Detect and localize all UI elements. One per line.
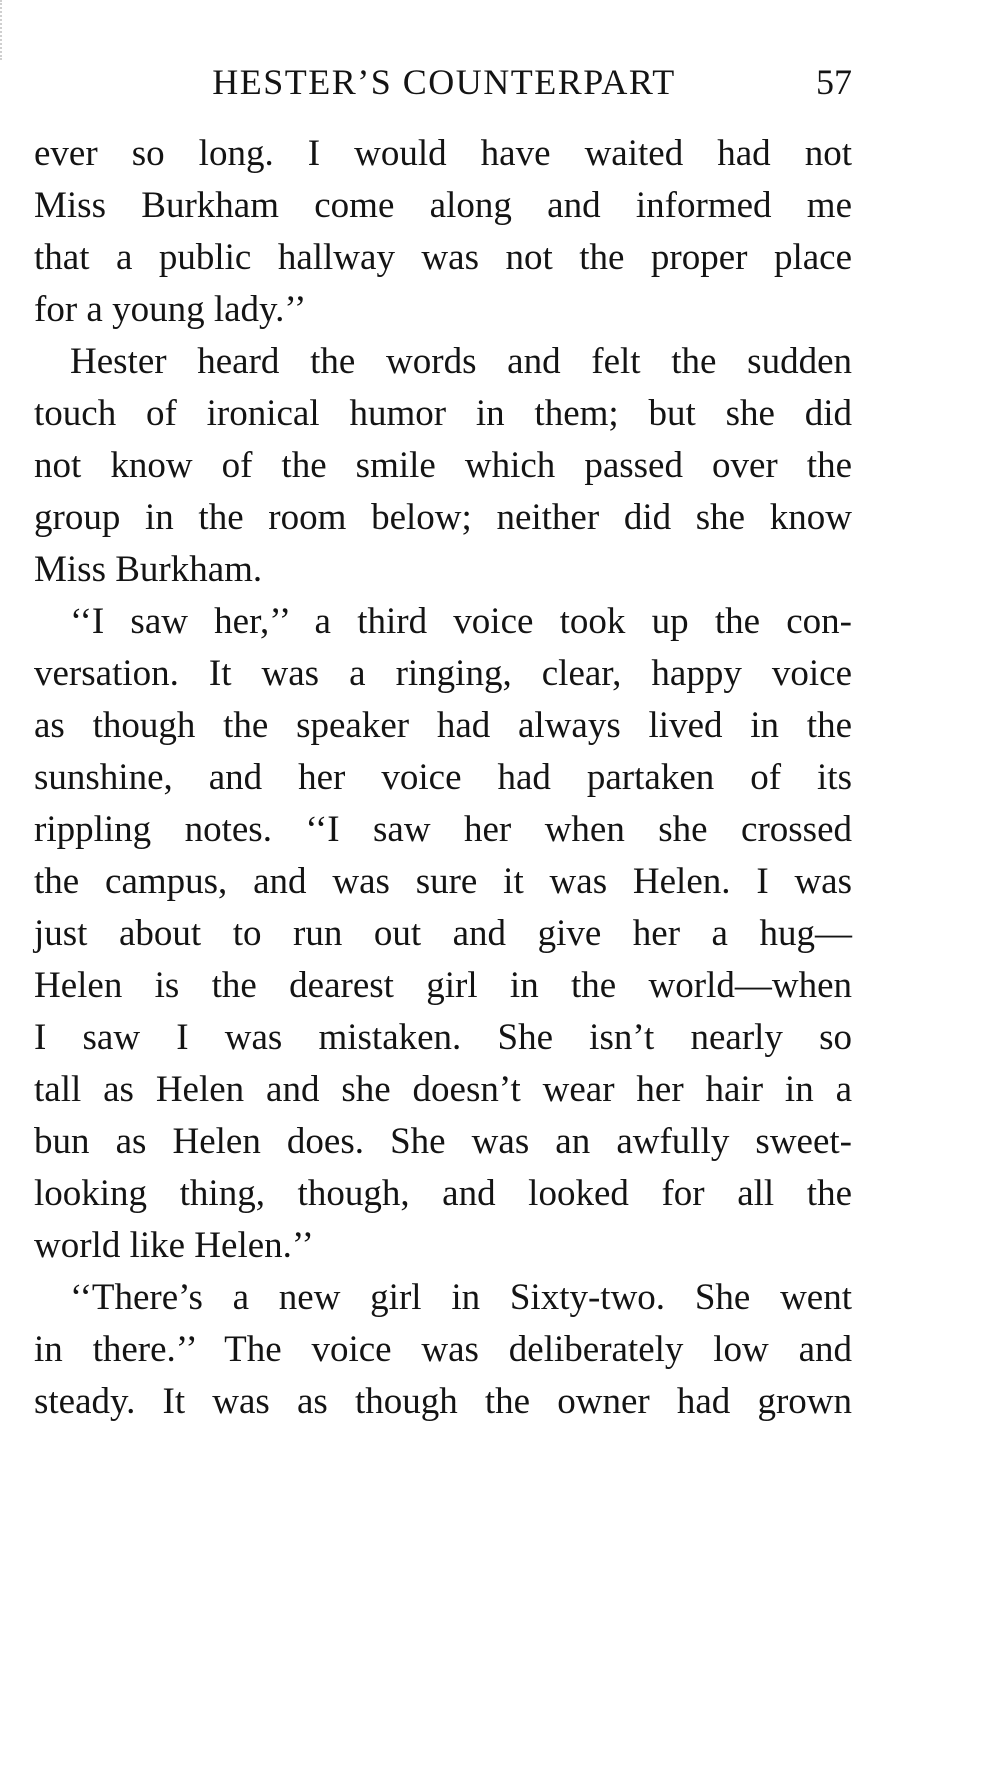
text-line: ‘‘I saw her,’’ a third voice took up the con- bbox=[70, 601, 852, 642]
paragraph bbox=[34, 1272, 852, 1428]
text-line: I saw I was mistaken. She isn’t nearly so bbox=[34, 1017, 852, 1058]
running-title: HESTER’S COUNTERPART bbox=[212, 62, 676, 102]
text-line: tall as Helen and she doesn’t wear her hair in a bbox=[34, 1069, 852, 1110]
page-number: 57 bbox=[816, 62, 852, 102]
text-line: Miss Burkham come along and informed me bbox=[34, 185, 852, 226]
text-line: the campus, and was sure it was Helen. I was bbox=[34, 861, 852, 902]
text-line: versation. It was a ringing, clear, happy voice bbox=[34, 653, 852, 694]
text-line: as though the speaker had always lived in the bbox=[34, 705, 852, 746]
paragraph bbox=[34, 336, 852, 596]
paragraph bbox=[34, 128, 852, 336]
text-line: touch of ironical humor in them; but she did bbox=[34, 393, 852, 434]
text-line: Hester heard the words and felt the sudden bbox=[70, 341, 852, 382]
page-edge-mark bbox=[0, 0, 8, 60]
text-line: world like Helen.’’ bbox=[34, 1225, 314, 1266]
text-line: bun as Helen does. She was an awfully sweet- bbox=[34, 1121, 852, 1162]
text-line: ever so long. I would have waited had not bbox=[34, 133, 852, 174]
page-header bbox=[36, 60, 852, 104]
text-line: looking thing, though, and looked for all the bbox=[34, 1173, 852, 1214]
text-line: just about to run out and give her a hug— bbox=[34, 913, 852, 954]
text-line: for a young lady.’’ bbox=[34, 289, 307, 330]
text-line: sunshine, and her voice had partaken of its bbox=[34, 757, 852, 798]
text-line: not know of the smile which passed over the bbox=[34, 445, 852, 486]
text-line: ‘‘There’s a new girl in Sixty-two. She went bbox=[70, 1277, 852, 1318]
text-line: rippling notes. ‘‘I saw her when she crossed bbox=[34, 809, 852, 850]
text-line: that a public hallway was not the proper place bbox=[34, 237, 852, 278]
text-line: steady. It was as though the owner had grown bbox=[34, 1381, 852, 1422]
text-line: group in the room below; neither did she know bbox=[34, 497, 852, 538]
body-text bbox=[34, 128, 852, 1428]
text-line: in there.’’ The voice was deliberately low and bbox=[34, 1329, 852, 1370]
text-line: Miss Burkham. bbox=[34, 549, 263, 590]
text-line: Helen is the dearest girl in the world—when bbox=[34, 965, 852, 1006]
paragraph bbox=[34, 596, 852, 1272]
